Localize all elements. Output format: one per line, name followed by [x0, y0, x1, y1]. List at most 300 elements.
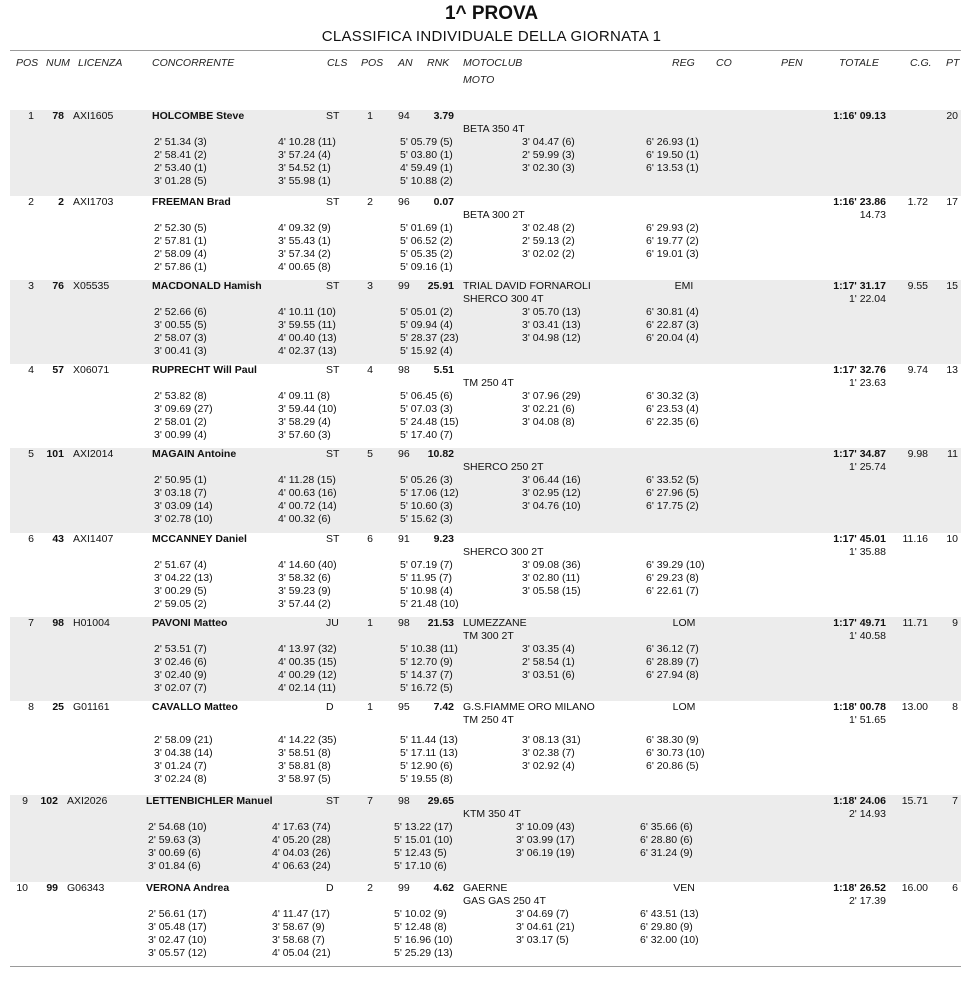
year: 96: [398, 448, 410, 460]
year: 91: [398, 533, 410, 545]
lap-time: 3' 00.29 (5): [154, 585, 207, 597]
lap-time: 6' 27.94 (8): [646, 669, 699, 681]
class-position: 1: [367, 701, 373, 713]
lap-time: 4' 17.63 (74): [272, 821, 331, 833]
lap-time: 3' 55.43 (1): [278, 235, 331, 247]
points: 17: [946, 196, 958, 208]
lap-time: 2' 59.05 (2): [154, 598, 207, 610]
lap-time: 3' 04.22 (13): [154, 572, 213, 584]
total-time: 1:17' 49.71: [833, 617, 886, 629]
year: 94: [398, 110, 410, 122]
motoclub: GAERNE: [463, 882, 508, 894]
lap-time: 3' 04.08 (8): [522, 416, 575, 428]
year: 98: [398, 617, 410, 629]
lap-time: 2' 58.01 (2): [154, 416, 207, 428]
lap-time: 4' 11.28 (15): [278, 474, 336, 486]
lap-time: 3' 57.24 (4): [278, 149, 331, 161]
license: AXI1703: [73, 196, 114, 208]
lap-time: 6' 17.75 (2): [646, 500, 699, 512]
lap-time: 2' 58.09 (21): [154, 734, 213, 746]
position: 4: [28, 364, 34, 376]
lap-time: 5' 24.48 (15): [400, 416, 459, 428]
lap-time: 3' 58.97 (5): [278, 773, 331, 785]
gap-to-leader: 1' 51.65: [848, 714, 886, 726]
lap-time: 6' 32.00 (10): [640, 934, 699, 946]
class: ST: [326, 196, 340, 208]
lap-time: 3' 04.61 (21): [516, 921, 575, 933]
year: 99: [398, 882, 410, 894]
gap-to-leader: 1' 23.63: [848, 377, 886, 389]
lap-time: 5' 06.52 (2): [400, 235, 453, 247]
lap-time: 2' 58.07 (3): [154, 332, 207, 344]
region: LOM: [672, 701, 696, 713]
position: 2: [28, 196, 34, 208]
rank-score: 10.82: [427, 448, 454, 460]
lap-time: 3' 58.51 (8): [278, 747, 331, 759]
lap-time: 5' 17.06 (12): [400, 487, 459, 499]
result-entry: [10, 364, 961, 448]
lap-time: 2' 51.34 (3): [154, 136, 207, 148]
region: VEN: [673, 882, 695, 894]
rank-score: 7.42: [433, 701, 454, 713]
lap-time: 5' 01.69 (1): [400, 222, 453, 234]
lap-time: 5' 12.90 (6): [400, 760, 453, 772]
page-title: 1^ PROVA: [444, 3, 539, 24]
rider-name: HOLCOMBE Steve: [152, 110, 245, 122]
total-time: 1:17' 32.76: [833, 364, 886, 376]
class-position: 1: [367, 617, 373, 629]
total-time: 1:17' 31.17: [833, 280, 886, 292]
points: 13: [946, 364, 958, 376]
rider-number: 76: [52, 280, 64, 292]
motorcycle: SHERCO 300 4T: [463, 293, 544, 305]
lap-time: 3' 58.32 (6): [278, 572, 331, 584]
lap-time: 2' 58.09 (4): [154, 248, 207, 260]
lap-time: 3' 03.99 (17): [516, 834, 575, 846]
lap-time: 5' 16.72 (5): [400, 682, 453, 694]
lap-time: 6' 39.29 (10): [646, 559, 705, 571]
rider-name: RUPRECHT Will Paul: [152, 364, 257, 376]
total-time: 1:18' 26.52: [833, 882, 886, 894]
lap-time: 6' 29.23 (8): [646, 572, 699, 584]
rank-score: 9.23: [433, 533, 454, 545]
motoclub: LUMEZZANE: [463, 617, 527, 629]
class-position: 1: [367, 110, 373, 122]
lap-time: 2' 57.81 (1): [154, 235, 207, 247]
points: 6: [952, 882, 958, 894]
header-pos: POS: [16, 57, 39, 69]
lap-time: 6' 20.04 (4): [646, 332, 699, 344]
lap-time: 5' 10.98 (4): [400, 585, 453, 597]
header-cg: C.G.: [910, 57, 932, 69]
rider-name: MACDONALD Hamish: [152, 280, 262, 292]
lap-time: 3' 04.76 (10): [522, 500, 581, 512]
rider-number: 43: [52, 533, 64, 545]
class: ST: [326, 280, 340, 292]
header-co: CO: [716, 57, 732, 69]
lap-time: 3' 02.40 (9): [154, 669, 207, 681]
lap-time: 3' 04.69 (7): [516, 908, 569, 920]
points: 10: [946, 533, 958, 545]
lap-time: 3' 06.44 (16): [522, 474, 581, 486]
header-an: AN: [398, 57, 413, 69]
lap-time: 3' 02.30 (3): [522, 162, 575, 174]
lap-time: 3' 02.46 (6): [154, 656, 207, 668]
lap-time: 5' 10.60 (3): [400, 500, 453, 512]
lap-time: 6' 19.01 (3): [646, 248, 699, 260]
lap-time: 2' 50.95 (1): [154, 474, 207, 486]
overall-classification: 15.71: [901, 795, 928, 807]
lap-time: 6' 29.80 (9): [640, 921, 693, 933]
gap-to-leader: 2' 14.93: [848, 808, 886, 820]
class: JU: [326, 617, 339, 629]
lap-time: 3' 01.84 (6): [148, 860, 201, 872]
lap-time: 5' 06.45 (6): [400, 390, 453, 402]
motoclub: G.S.FIAMME ORO MILANO: [463, 701, 595, 713]
lap-time: 4' 14.60 (40): [278, 559, 337, 571]
class-position: 4: [367, 364, 373, 376]
lap-time: 6' 36.12 (7): [646, 643, 699, 655]
lap-time: 5' 12.70 (9): [400, 656, 453, 668]
rider-number: 101: [46, 448, 64, 460]
class: ST: [326, 533, 340, 545]
lap-time: 3' 02.38 (7): [522, 747, 575, 759]
lap-time: 4' 00.63 (16): [278, 487, 337, 499]
lap-time: 4' 00.35 (15): [278, 656, 337, 668]
lap-time: 2' 59.13 (2): [522, 235, 575, 247]
lap-time: 3' 05.57 (12): [148, 947, 207, 959]
lap-time: 5' 13.22 (17): [394, 821, 453, 833]
position: 8: [28, 701, 34, 713]
lap-time: 5' 19.55 (8): [400, 773, 453, 785]
class: D: [326, 882, 334, 894]
position: 7: [28, 617, 34, 629]
region: LOM: [672, 617, 696, 629]
points: 9: [952, 617, 958, 629]
total-time: 1:16' 09.13: [833, 110, 886, 122]
header-moto: MOTO: [463, 74, 495, 86]
result-entry: [10, 280, 961, 364]
lap-time: 6' 22.61 (7): [646, 585, 699, 597]
total-time: 1:17' 45.01: [833, 533, 886, 545]
lap-time: 3' 00.69 (6): [148, 847, 201, 859]
lap-time: 6' 29.93 (2): [646, 222, 699, 234]
year: 96: [398, 196, 410, 208]
lap-time: 5' 07.19 (7): [400, 559, 453, 571]
class-position: 2: [367, 882, 373, 894]
lap-time: 6' 28.89 (7): [646, 656, 699, 668]
result-entry: [10, 701, 961, 795]
total-time: 1:18' 24.06: [833, 795, 886, 807]
position: 1: [28, 110, 34, 122]
rider-name: FREEMAN Brad: [152, 196, 231, 208]
result-entry: [10, 448, 961, 533]
result-entry: [10, 110, 961, 196]
header-motoclub: MOTOCLUB: [463, 57, 523, 69]
gap-to-leader: 1' 40.58: [848, 630, 886, 642]
header-licenza: LICENZA: [78, 57, 123, 69]
class-position: 6: [367, 533, 373, 545]
position: 6: [28, 533, 34, 545]
result-entry: [10, 533, 961, 617]
lap-time: 3' 54.52 (1): [278, 162, 331, 174]
lap-time: 4' 09.11 (8): [278, 390, 331, 402]
lap-time: 3' 10.09 (43): [516, 821, 575, 833]
lap-time: 3' 02.47 (10): [148, 934, 207, 946]
lap-time: 3' 57.60 (3): [278, 429, 331, 441]
lap-time: 2' 59.63 (3): [148, 834, 201, 846]
lap-time: 3' 02.02 (2): [522, 248, 575, 260]
lap-time: 5' 11.44 (13): [400, 734, 458, 746]
lap-time: 6' 22.87 (3): [646, 319, 699, 331]
lap-time: 6' 31.24 (9): [640, 847, 693, 859]
header-pen: PEN: [781, 57, 803, 69]
overall-classification: 9.74: [907, 364, 928, 376]
page-subtitle: CLASSIFICA INDIVIDUALE DELLA GIORNATA 1: [321, 28, 662, 45]
lap-time: 3' 03.17 (5): [516, 934, 569, 946]
lap-time: 5' 14.37 (7): [400, 669, 453, 681]
rider-number: 78: [52, 110, 64, 122]
points: 15: [946, 280, 958, 292]
lap-time: 6' 27.96 (5): [646, 487, 699, 499]
lap-time: 3' 02.95 (12): [522, 487, 581, 499]
total-time: 1:17' 34.87: [833, 448, 886, 460]
lap-time: 6' 30.81 (4): [646, 306, 699, 318]
lap-time: 6' 35.66 (6): [640, 821, 693, 833]
rider-number: 102: [40, 795, 58, 807]
overall-classification: 1.72: [907, 196, 928, 208]
license: AXI1407: [73, 533, 114, 545]
lap-time: 5' 21.48 (10): [400, 598, 459, 610]
license: AXI1605: [73, 110, 114, 122]
year: 95: [398, 701, 410, 713]
motorcycle: GAS GAS 250 4T: [463, 895, 546, 907]
position: 5: [28, 448, 34, 460]
lap-time: 6' 19.50 (1): [646, 149, 699, 161]
lap-time: 3' 05.48 (17): [148, 921, 207, 933]
lap-time: 3' 01.28 (5): [154, 175, 207, 187]
license: G01161: [73, 701, 110, 713]
lap-time: 6' 38.30 (9): [646, 734, 699, 746]
motorcycle: TM 300 2T: [463, 630, 514, 642]
class: ST: [326, 110, 340, 122]
lap-time: 5' 12.48 (8): [394, 921, 447, 933]
lap-time: 5' 10.88 (2): [400, 175, 453, 187]
lap-time: 3' 09.69 (27): [154, 403, 213, 415]
lap-time: 3' 02.24 (8): [154, 773, 207, 785]
rider-name: VERONA Andrea: [146, 882, 230, 894]
lap-time: 3' 59.55 (11): [278, 319, 336, 331]
lap-time: 5' 12.43 (5): [394, 847, 447, 859]
rank-score: 5.51: [433, 364, 454, 376]
year: 98: [398, 364, 410, 376]
gap-to-leader: 1' 35.88: [848, 546, 886, 558]
lap-time: 2' 53.82 (8): [154, 390, 207, 402]
license: X05535: [73, 280, 110, 292]
lap-time: 2' 57.86 (1): [154, 261, 207, 273]
lap-time: 3' 03.51 (6): [522, 669, 575, 681]
lap-time: 5' 05.01 (2): [400, 306, 453, 318]
motorcycle: SHERCO 250 2T: [463, 461, 544, 473]
lap-time: 3' 03.18 (7): [154, 487, 207, 499]
overall-classification: 11.71: [902, 617, 928, 629]
license: AXI2014: [73, 448, 114, 460]
result-entry: [10, 795, 961, 882]
lap-time: 5' 11.95 (7): [400, 572, 453, 584]
lap-time: 2' 59.99 (3): [522, 149, 575, 161]
rider-name: LETTENBICHLER Manuel: [146, 795, 273, 807]
year: 99: [398, 280, 410, 292]
lap-time: 5' 03.80 (1): [400, 149, 453, 161]
rank-score: 25.91: [427, 280, 454, 292]
lap-time: 3' 05.58 (15): [522, 585, 581, 597]
header-pos-class: POS: [361, 57, 384, 69]
rank-score: 4.62: [433, 882, 454, 894]
lap-time: 3' 58.29 (4): [278, 416, 331, 428]
total-time: 1:18' 00.78: [833, 701, 886, 713]
rider-number: 2: [58, 196, 64, 208]
header-totale: TOTALE: [839, 57, 879, 69]
rank-score: 0.07: [433, 196, 454, 208]
class-position: 2: [367, 196, 373, 208]
gap-to-leader: 14.73: [859, 209, 886, 221]
lap-time: 4' 05.04 (21): [272, 947, 331, 959]
lap-time: 3' 09.08 (36): [522, 559, 581, 571]
points: 11: [947, 448, 958, 460]
lap-time: 3' 59.23 (9): [278, 585, 331, 597]
points: 7: [952, 795, 958, 807]
license: X06071: [73, 364, 110, 376]
rider-name: MCCANNEY Daniel: [152, 533, 247, 545]
lap-time: 4' 09.32 (9): [278, 222, 331, 234]
rider-name: CAVALLO Matteo: [152, 701, 238, 713]
lap-time: 4' 00.72 (14): [278, 500, 337, 512]
lap-time: 3' 58.67 (9): [272, 921, 325, 933]
lap-time: 5' 05.35 (2): [400, 248, 453, 260]
footer-rule: [10, 966, 961, 967]
lap-time: 6' 13.53 (1): [646, 162, 699, 174]
gap-to-leader: 2' 17.39: [848, 895, 886, 907]
points: 20: [946, 110, 958, 122]
motorcycle: SHERCO 300 2T: [463, 546, 544, 558]
lap-time: 3' 04.47 (6): [522, 136, 575, 148]
lap-time: 5' 28.37 (23): [400, 332, 459, 344]
lap-time: 3' 59.44 (10): [278, 403, 337, 415]
lap-time: 3' 03.09 (14): [154, 500, 213, 512]
motorcycle: TM 250 4T: [463, 377, 514, 389]
overall-classification: 16.00: [901, 882, 928, 894]
result-entry: [10, 617, 961, 701]
lap-time: 5' 15.62 (3): [400, 513, 453, 525]
result-entry: [10, 882, 961, 966]
lap-time: 6' 19.77 (2): [646, 235, 699, 247]
lap-time: 4' 13.97 (32): [278, 643, 337, 655]
lap-time: 5' 25.29 (13): [394, 947, 453, 959]
lap-time: 3' 05.70 (13): [522, 306, 581, 318]
lap-time: 5' 15.92 (4): [400, 345, 453, 357]
motoclub: TRIAL DAVID FORNAROLI: [463, 280, 591, 292]
header-reg: REG: [672, 57, 695, 69]
lap-time: 3' 07.96 (29): [522, 390, 581, 402]
lap-time: 6' 30.73 (10): [646, 747, 705, 759]
position: 10: [16, 882, 28, 894]
position: 9: [22, 795, 28, 807]
lap-time: 2' 52.66 (6): [154, 306, 207, 318]
lap-time: 6' 20.86 (5): [646, 760, 699, 772]
lap-time: 2' 54.68 (10): [148, 821, 207, 833]
lap-time: 4' 05.20 (28): [272, 834, 331, 846]
lap-time: 3' 00.99 (4): [154, 429, 207, 441]
lap-time: 6' 23.53 (4): [646, 403, 699, 415]
rank-score: 29.65: [427, 795, 454, 807]
header-cls: CLS: [327, 57, 348, 69]
lap-time: 2' 58.41 (2): [154, 149, 207, 161]
class-position: 7: [367, 795, 373, 807]
rider-name: MAGAIN Antoine: [152, 448, 237, 460]
motorcycle: TM 250 4T: [463, 714, 514, 726]
lap-time: 3' 02.21 (6): [522, 403, 575, 415]
overall-classification: 9.98: [907, 448, 928, 460]
points: 8: [952, 701, 958, 713]
lap-time: 6' 30.32 (3): [646, 390, 699, 402]
lap-time: 3' 58.68 (7): [272, 934, 325, 946]
lap-time: 5' 16.96 (10): [394, 934, 453, 946]
rider-number: 98: [52, 617, 64, 629]
lap-time: 3' 02.07 (7): [154, 682, 207, 694]
lap-time: 4' 04.03 (26): [272, 847, 331, 859]
lap-time: 4' 14.22 (35): [278, 734, 337, 746]
overall-classification: 13.00: [901, 701, 928, 713]
lap-time: 4' 00.29 (12): [278, 669, 337, 681]
rider-name: PAVONI Matteo: [152, 617, 228, 629]
lap-time: 4' 10.11 (10): [278, 306, 336, 318]
lap-time: 6' 22.35 (6): [646, 416, 699, 428]
lap-time: 5' 05.26 (3): [400, 474, 453, 486]
lap-time: 2' 53.51 (7): [154, 643, 207, 655]
lap-time: 4' 00.40 (13): [278, 332, 337, 344]
lap-time: 3' 57.44 (2): [278, 598, 331, 610]
total-time: 1:16' 23.86: [833, 196, 886, 208]
lap-time: 6' 43.51 (13): [640, 908, 699, 920]
lap-time: 5' 10.02 (9): [394, 908, 447, 920]
lap-time: 3' 04.98 (12): [522, 332, 581, 344]
lap-time: 5' 05.79 (5): [400, 136, 453, 148]
lap-time: 2' 58.54 (1): [522, 656, 575, 668]
lap-time: 3' 57.34 (2): [278, 248, 331, 260]
class: D: [326, 701, 334, 713]
header-concorrente: CONCORRENTE: [152, 57, 235, 69]
lap-time: 6' 26.93 (1): [646, 136, 699, 148]
lap-time: 3' 00.55 (5): [154, 319, 207, 331]
lap-time: 6' 28.80 (6): [640, 834, 693, 846]
rank-score: 3.79: [433, 110, 454, 122]
lap-time: 5' 07.03 (3): [400, 403, 453, 415]
region: EMI: [674, 280, 694, 292]
rider-number: 25: [52, 701, 64, 713]
lap-time: 4' 00.65 (8): [278, 261, 331, 273]
lap-time: 5' 15.01 (10): [394, 834, 453, 846]
lap-time: 3' 02.48 (2): [522, 222, 575, 234]
header-rnk: RNK: [427, 57, 450, 69]
lap-time: 4' 02.37 (13): [278, 345, 337, 357]
motorcycle: BETA 350 4T: [463, 123, 525, 135]
year: 98: [398, 795, 410, 807]
header-num: NUM: [46, 57, 70, 69]
lap-time: 4' 10.28 (11): [278, 136, 336, 148]
lap-time: 2' 56.61 (17): [148, 908, 207, 920]
lap-time: 3' 08.13 (31): [522, 734, 581, 746]
lap-time: 2' 51.67 (4): [154, 559, 207, 571]
